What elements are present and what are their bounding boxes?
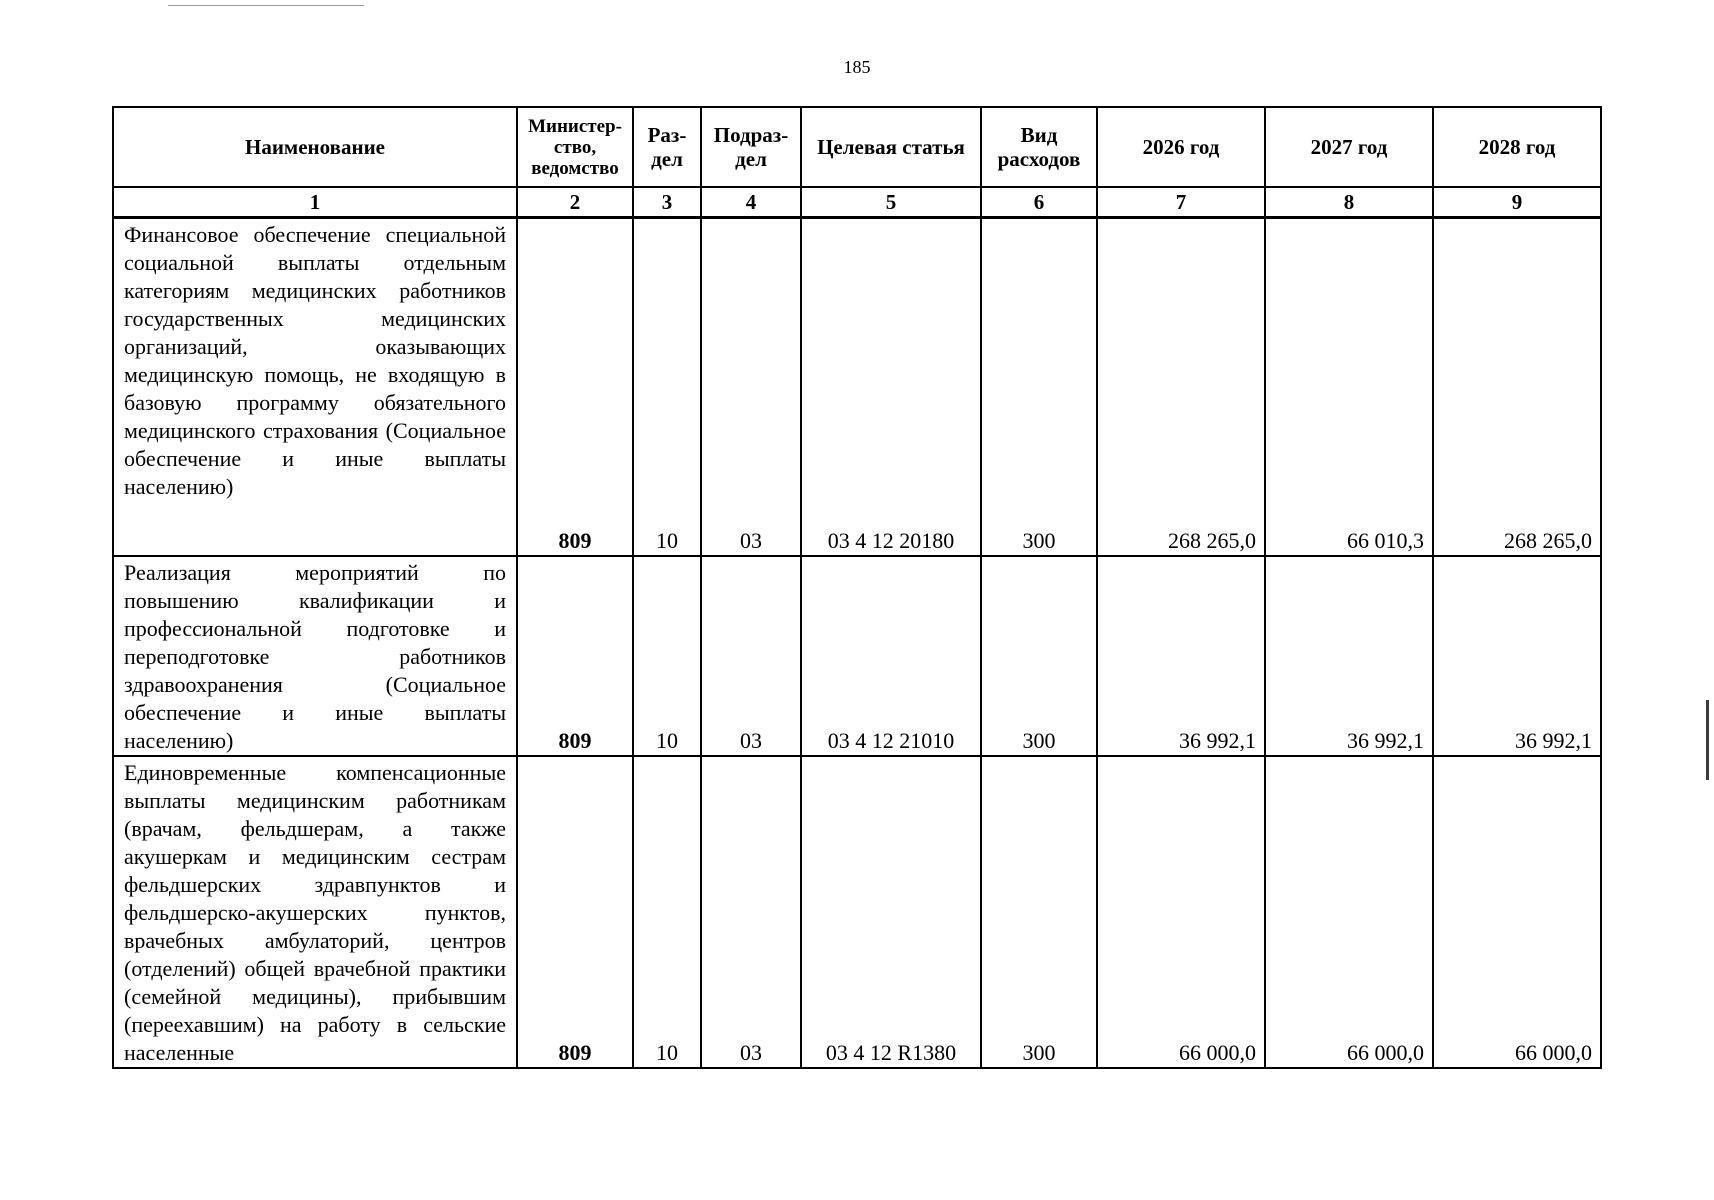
row-section: 10 xyxy=(633,556,701,756)
table-row xyxy=(113,556,1601,756)
row-amount-2028: 268 265,0 xyxy=(1433,218,1601,556)
row-target-article: 03 4 12 R1380 xyxy=(801,756,981,1068)
top-scan-rule xyxy=(168,5,364,6)
row-amount-2027: 36 992,1 xyxy=(1265,556,1433,756)
row-ministry: 809 xyxy=(517,756,633,1068)
row-name: Единовременные компенсационные выплаты медицинским работникам (врачам, фельдшерам, а также акушеркам и медицинским сестрам фельдшерских здравпунктов и фельдшерско-акушерских пунктов, врачебных амбулаторий, центров (отделений) общей врачебной практики (семейной медицины), прибывшим (переехавшим) на работу в сельские населенные xyxy=(113,756,517,1068)
budget-table xyxy=(112,106,1602,1069)
row-ministry: 809 xyxy=(517,218,633,556)
table-row xyxy=(113,218,1601,556)
header-subsection: Подраз-дел xyxy=(701,107,801,187)
column-number: 7 xyxy=(1097,187,1265,218)
row-amount-2026: 66 000,0 xyxy=(1097,756,1265,1068)
row-expense-type: 300 xyxy=(981,756,1097,1068)
column-number: 9 xyxy=(1433,187,1601,218)
row-expense-type: 300 xyxy=(981,218,1097,556)
table-header xyxy=(113,107,1601,187)
row-amount-2026: 268 265,0 xyxy=(1097,218,1265,556)
column-number: 3 xyxy=(633,187,701,218)
row-section: 10 xyxy=(633,756,701,1068)
column-number: 5 xyxy=(801,187,981,218)
row-section: 10 xyxy=(633,218,701,556)
right-edge-mark xyxy=(1706,700,1709,780)
column-number: 1 xyxy=(113,187,517,218)
row-name: Финансовое обеспечение специальной социальной выплаты отдельным категориям медицинских работников государственных медицинских организаций, оказывающих медицинскую помощь, не входящую в базовую программу обязательного медицинского страхования (Социальное обеспечение и иные выплаты населению) xyxy=(113,218,517,556)
header-year-2028: 2028 год xyxy=(1433,107,1601,187)
row-expense-type: 300 xyxy=(981,556,1097,756)
row-amount-2027: 66 000,0 xyxy=(1265,756,1433,1068)
column-number-row xyxy=(113,187,1601,218)
row-subsection: 03 xyxy=(701,556,801,756)
header-row xyxy=(113,107,1601,187)
page-number: 185 xyxy=(843,57,871,77)
column-number: 4 xyxy=(701,187,801,218)
table-body xyxy=(113,187,1601,1068)
column-number: 2 xyxy=(517,187,633,218)
header-year-2027: 2027 год xyxy=(1265,107,1433,187)
row-subsection: 03 xyxy=(701,218,801,556)
row-ministry: 809 xyxy=(517,556,633,756)
row-amount-2026: 36 992,1 xyxy=(1097,556,1265,756)
row-subsection: 03 xyxy=(701,756,801,1068)
column-number: 6 xyxy=(981,187,1097,218)
header-target-article: Целевая статья xyxy=(801,107,981,187)
row-amount-2027: 66 010,3 xyxy=(1265,218,1433,556)
row-amount-2028: 66 000,0 xyxy=(1433,756,1601,1068)
row-amount-2028: 36 992,1 xyxy=(1433,556,1601,756)
header-section: Раз-дел xyxy=(633,107,701,187)
header-ministry: Министер-ство, ведомство xyxy=(517,107,633,187)
header-expense-type: Вид расходов xyxy=(981,107,1097,187)
row-target-article: 03 4 12 20180 xyxy=(801,218,981,556)
row-name: Реализация мероприятий по повышению квалификации и профессиональной подготовке и переподготовке работников здравоохранения (Социальное обеспечение и иные выплаты населению) xyxy=(113,556,517,756)
row-target-article: 03 4 12 21010 xyxy=(801,556,981,756)
header-year-2026: 2026 год xyxy=(1097,107,1265,187)
column-number: 8 xyxy=(1265,187,1433,218)
table-row xyxy=(113,756,1601,1068)
header-name: Наименование xyxy=(113,107,517,187)
